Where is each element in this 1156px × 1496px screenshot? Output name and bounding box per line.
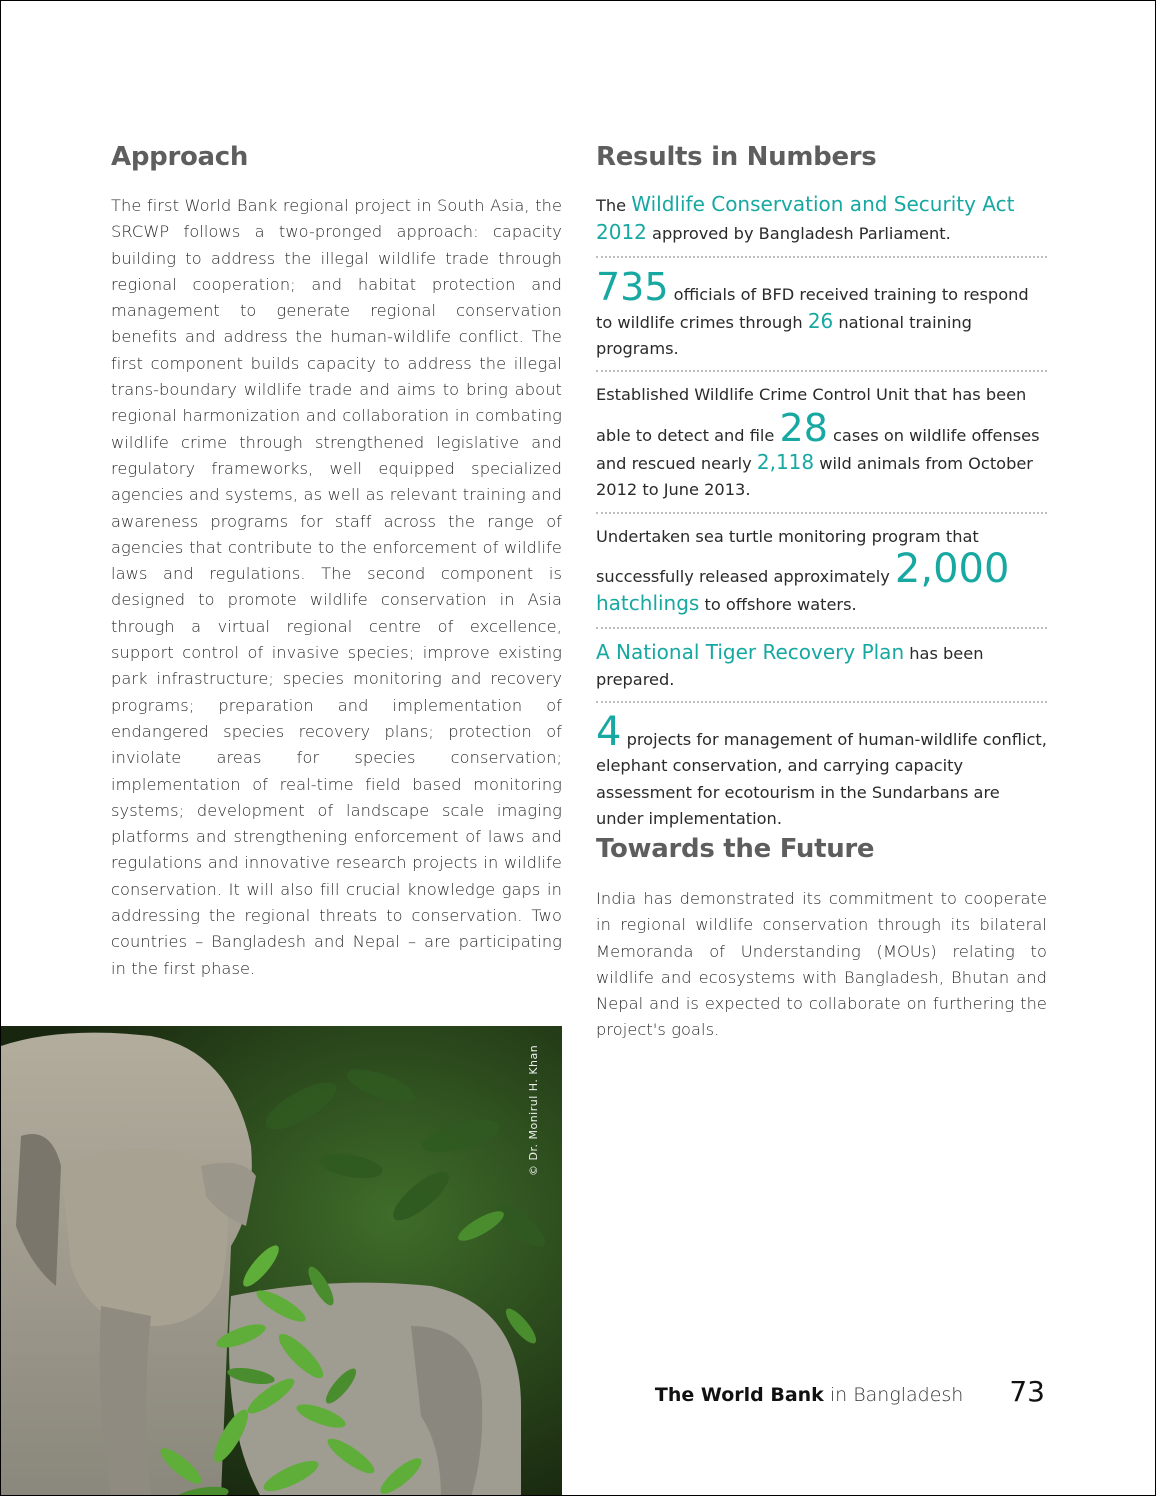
result-text: has been prepared.	[596, 643, 984, 689]
result-item-training	[596, 266, 1047, 373]
result-item-tiger-plan	[596, 637, 1047, 704]
result-text: approved by Bangladesh Parliament.	[646, 224, 951, 244]
publication-title	[655, 1384, 963, 1406]
result-number: 2,000	[894, 545, 1010, 592]
result-number: 28	[779, 405, 828, 450]
result-highlight: hatchlings	[596, 591, 700, 616]
result-text: national training programs.	[596, 312, 972, 359]
elephant-photo	[1, 1026, 562, 1496]
results-heading: Results in Numbers	[596, 142, 877, 172]
future-heading: Towards the Future	[596, 834, 875, 864]
result-item-projects	[596, 711, 1047, 840]
approach-heading: Approach	[111, 142, 249, 172]
approach-paragraph: The first World Bank regional project in South Asia, the SRCWP follows a two-pronged approach: capacity building to address the illegal wildlife trade through regional cooperation; and habitat protection and management to generate regional conservation benefits and address the human-wildlife conflict. The first component builds capacity to address the illegal trans-boundary wildlife trade and aims to bring about regional harmonization and collaboration in combating wildlife crime through strengthened legislative and regulatory frameworks, well equipped specialized agencies and systems, as well as relevant training and awareness programs for staff across the range of agencies that contribute to the enforcement of wildlife laws and regulations. The second component is designed to promote wildlife conservation in Asia through a virtual regional centre of excellence, support control of invasive species; improve existing park infrastructure; species monitoring and recovery programs; preparation and implementation of endangered species recovery plans; protection of inviolate areas for species conservation; implementation of real-time field based monitoring systems; development of landscape scale imaging platforms and strengthening enforcement of laws and regulations and innovative research projects in wildlife conservation. It will also fill crucial knowledge gaps in addressing the regional threats to conservation. Two countries – Bangladesh and Nepal – are participating in the first phase.	[111, 196, 562, 978]
result-text: The	[596, 196, 632, 215]
result-item-sea-turtle	[596, 522, 1047, 629]
result-number: 735	[596, 264, 669, 309]
result-text: cases on wildlife offenses and rescued nearly	[596, 425, 1040, 474]
page-footer	[655, 1375, 1045, 1408]
result-highlight: A National Tiger Recovery Plan	[596, 639, 905, 664]
result-item-act	[596, 189, 1047, 258]
result-text: to offshore waters.	[699, 595, 857, 615]
elephant-photo-illustration	[1, 1026, 562, 1496]
results-list	[596, 189, 1047, 848]
publication-title-rest: in Bangladesh	[823, 1384, 964, 1406]
result-item-crime-unit	[596, 380, 1047, 513]
result-text: wild animals from October 2012 to June 2013.	[596, 454, 1033, 500]
result-number: 4	[596, 709, 622, 756]
result-text: projects for management of human-wildlife conflict, elephant conservation, and carrying capacity assessment for ecotourism in the Sundarbans are under implementation.	[596, 730, 1047, 829]
page-number: 73	[1009, 1375, 1045, 1408]
result-highlight: Wildlife Conservation and Security Act 2012	[596, 192, 1015, 245]
result-number: 2,118	[756, 450, 815, 475]
future-paragraph: India has demonstrated its commitment to cooperate in regional wildlife conservation through its bilateral Memoranda of Understanding (MOUs) relating to wildlife and ecosystems with Bangladesh, Bhutan and Nepal and is expected to collaborate on furthering the project's goals.	[596, 889, 1047, 1040]
result-text: officials of BFD received training to respond to wildlife crimes through	[596, 284, 1029, 332]
photo-credit: © Dr. Monirul H. Khan	[527, 1044, 540, 1176]
result-text: Established Wildlife Crime Control Unit that has been able to detect and file	[596, 385, 1027, 445]
publication-title-bold: The World Bank	[654, 1384, 824, 1406]
result-number: 26	[807, 308, 834, 333]
result-text: Undertaken sea turtle monitoring program that successfully released approximately	[596, 526, 979, 586]
